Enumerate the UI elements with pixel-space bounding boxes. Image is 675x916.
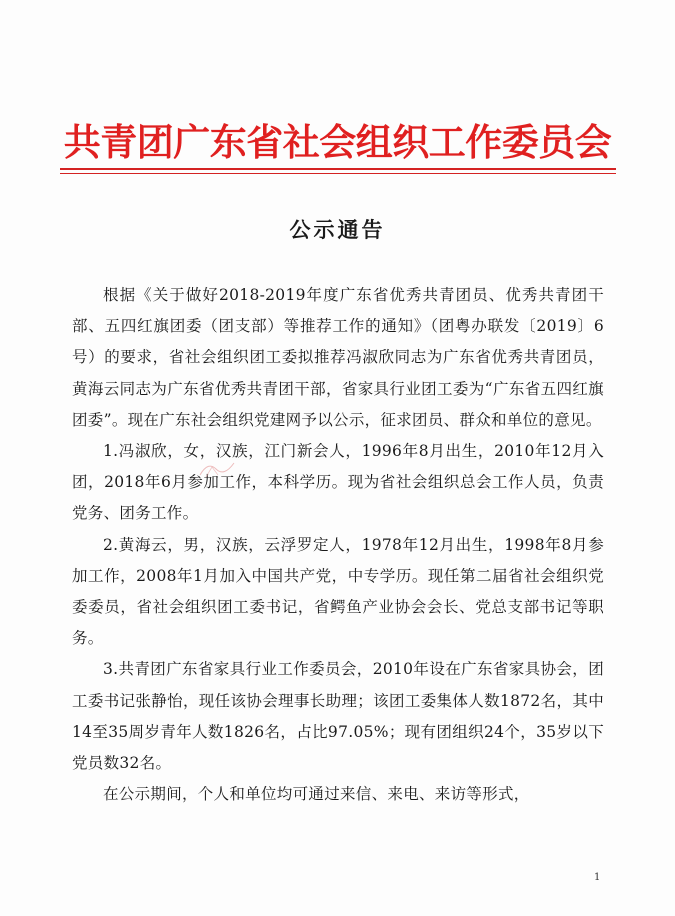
paragraph-item-1: 1.冯淑欣，女，汉族，江门新会人，1996年8月出生，2010年12月入团，2018年6月参加工作，本科学历。现为省社会组织总会工作人员，负责党务、团务工作。 xyxy=(72,442,604,523)
paragraph-item-2: 2.黄海云，男，汉族，云浮罗定人，1978年12月出生，1998年8月参加工作，2008年1月加入中国共产党，中专学历。现任第二届省社会组织党委委员，省社会组织团工委书记，省鳄鱼产业协会会长、党总支部书记等职务。 xyxy=(72,535,604,648)
page-number: 1 xyxy=(594,872,601,883)
faint-red-stamp-mark xyxy=(196,455,240,481)
document-title: 公示通告 xyxy=(289,218,386,242)
paragraph-item-3: 3.共青团广东省家具行业工作委员会，2010年设在广东省家具协会，团工委书记张静怡，现任该协会理事长助理；该团工委集体人数1872名，其中14至35周岁青年人数1826名，占比97.05%；现有团组织24个，35岁以下党员数32名。 xyxy=(72,660,604,773)
document-body xyxy=(72,280,604,810)
paragraph-intro: 根据《关于做好2018-2019年度广东省优秀共青团员、优秀共青团干部、五四红旗团委（团支部）等推荐工作的通知》（团粤办联发〔2019〕6号）的要求，省社会组织团工委拟推荐冯淑欣同志为广东省优秀共青团员，黄海云同志为广东省优秀共青团干部，省家具行业团工委为“广东省五四红旗团委”。现在广东社会组织党建网予以公示，征求团员、群众和单位的意见。 xyxy=(72,286,604,429)
paragraph-notice-period: 在公示期间，个人和单位均可通过来信、来电、来访等形式， xyxy=(103,785,530,804)
header-red-rule-thick xyxy=(60,168,616,170)
header-red-rule-thin xyxy=(60,173,616,174)
issuing-organization-header: 共青团广东省社会组织工作委员会 xyxy=(63,121,612,164)
